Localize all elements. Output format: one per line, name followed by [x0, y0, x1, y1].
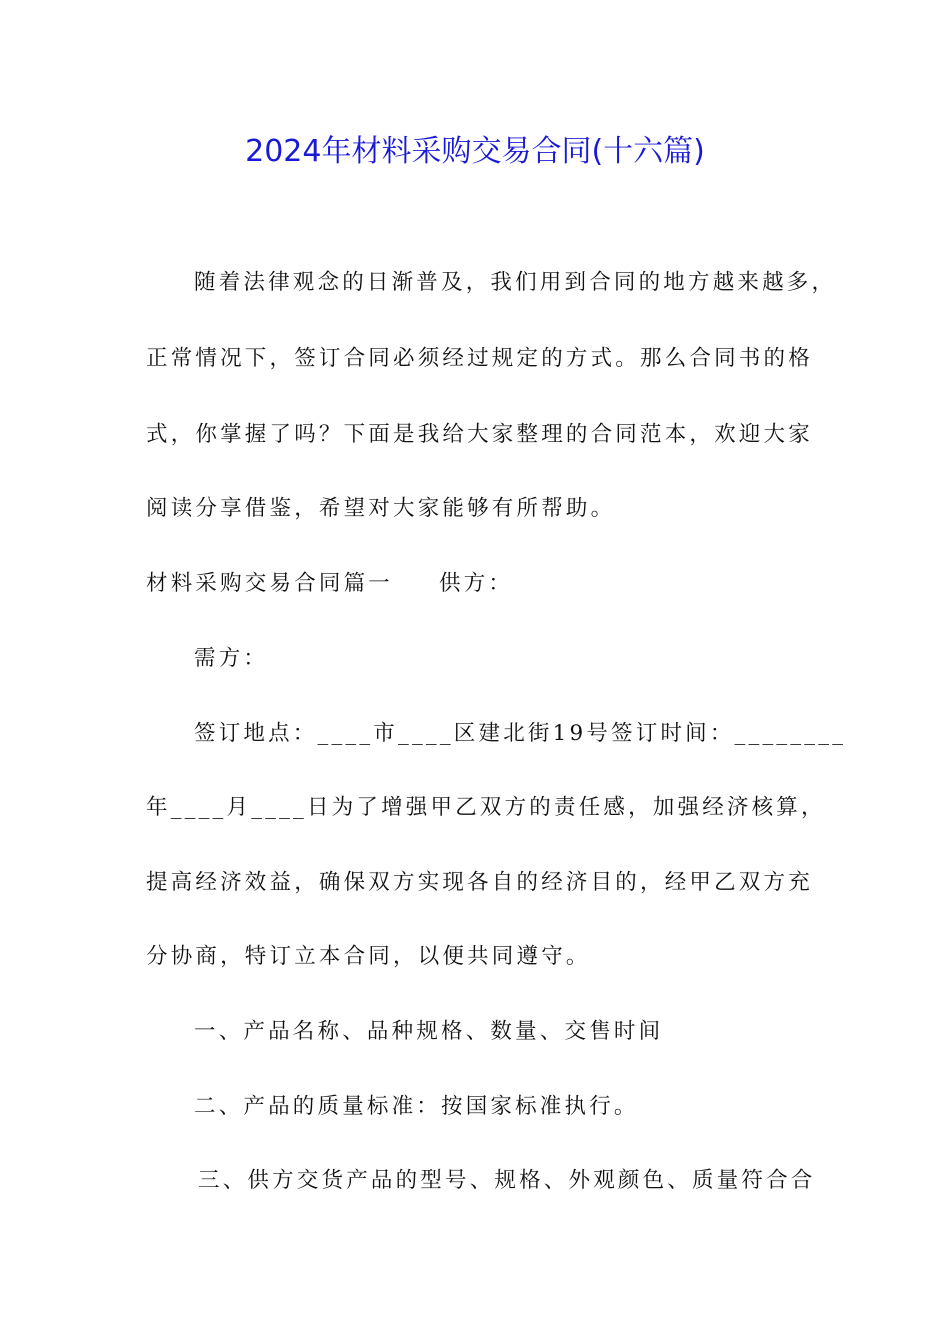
- sign-line-4: 分协商，特订立本合同，以便共同遵守。: [146, 944, 591, 969]
- buyer-label: 需方：: [194, 646, 269, 671]
- clause-3: 三、供方交货产品的型号、规格、外观颜色、质量符合合: [198, 1168, 816, 1193]
- sign-line-3: 提高经济效益，确保双方实现各自的经济目的，经甲乙双方充: [146, 870, 813, 895]
- clause-1: 一、产品名称、品种规格、数量、交售时间: [194, 1019, 664, 1044]
- intro-line-4: 阅读分享借鉴，希望对大家能够有所帮助。: [146, 496, 616, 521]
- intro-line-1: 随着法律观念的日渐普及，我们用到合同的地方越来越多，: [194, 270, 837, 295]
- sign-line-1: 签订地点：____市____区建北街19号签订时间：________: [194, 721, 847, 746]
- document-title: 2024年材料采购交易合同(十六篇): [245, 134, 705, 169]
- sign-line-2: 年____月____日为了增强甲乙双方的责任感，加强经济核算，: [146, 795, 826, 820]
- section-heading-row: [146, 569, 513, 599]
- clause-2: 二、产品的质量标准：按国家标准执行。: [194, 1094, 639, 1119]
- supplier-label: 供方：: [439, 571, 514, 596]
- intro-line-3: 式，你掌握了吗？下面是我给大家整理的合同范本，欢迎大家: [146, 422, 813, 447]
- intro-line-2: 正常情况下，签订合同必须经过规定的方式。那么合同书的格: [146, 346, 813, 371]
- section-heading: 材料采购交易合同篇一: [146, 571, 394, 596]
